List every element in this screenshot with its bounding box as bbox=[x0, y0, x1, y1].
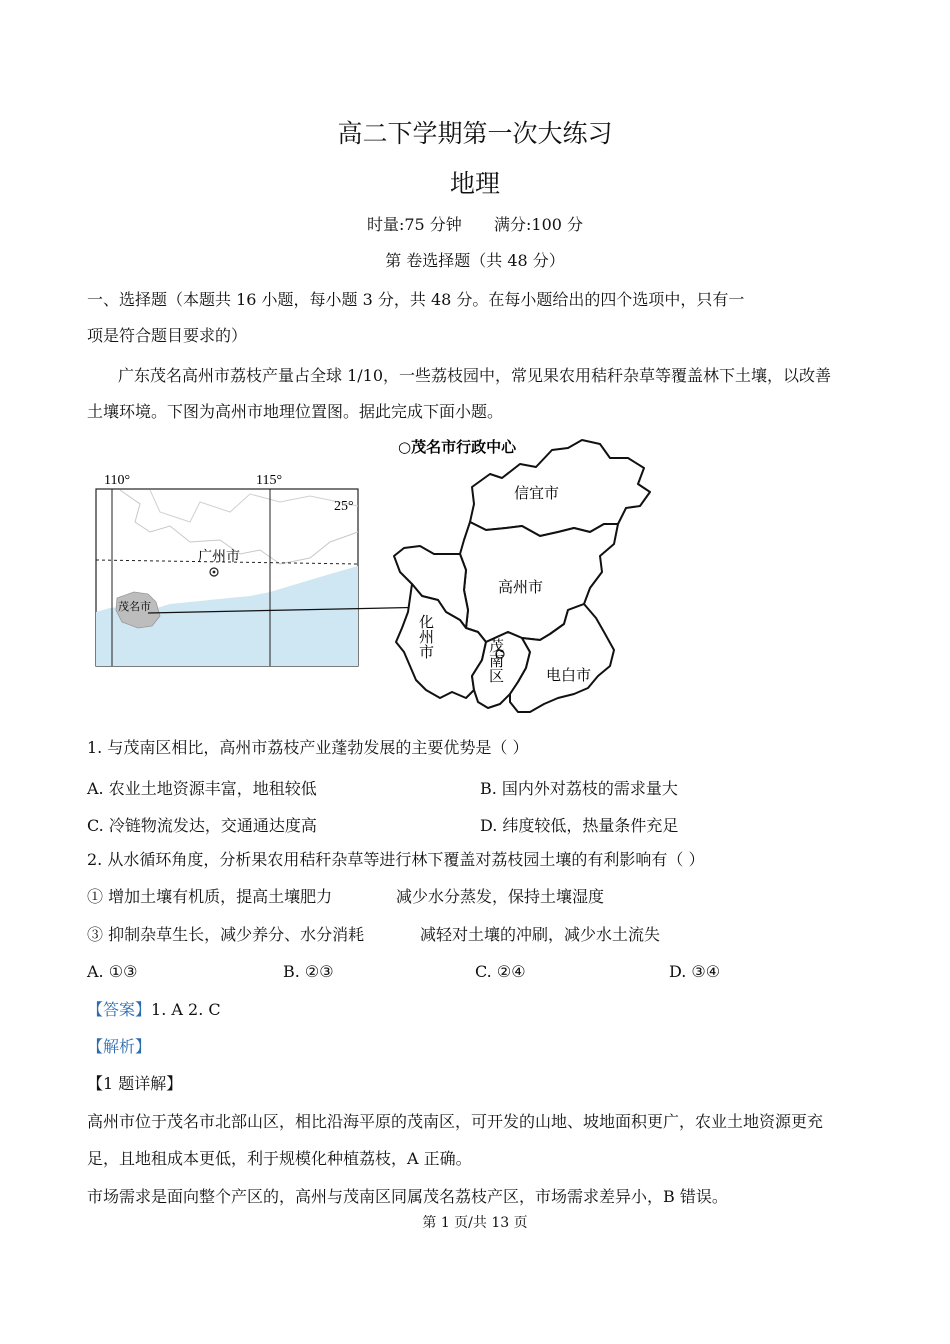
answer-line bbox=[87, 1000, 221, 1020]
location-map-figure bbox=[90, 432, 890, 722]
question-2-stem: 2. 从水循环角度，分析果农用秸秆杂草等进行林下覆盖对荔枝园土壤的有利影响有（ ） bbox=[87, 850, 705, 869]
subject-title: 地理 bbox=[449, 169, 500, 198]
xinyi-label: 信宜市 bbox=[514, 484, 560, 502]
maonan-label: 茂南区 bbox=[487, 638, 505, 683]
question-1-stem: 1. 与茂南区相比，高州市荔枝产业蓬勃发展的主要优势是（ ） bbox=[87, 738, 529, 757]
lon-115-label: 115° bbox=[256, 473, 283, 488]
section-title: 第 卷选择题（共 48 分） bbox=[385, 251, 565, 270]
lat-25-label: 25° bbox=[334, 499, 354, 514]
q2-option-c[interactable]: C. ②④ bbox=[475, 962, 526, 981]
q2-item-4: 减轻对土壤的冲刷，减少水土流失 bbox=[420, 925, 661, 944]
time-label: 时量:75 分钟 bbox=[366, 215, 462, 234]
analysis-p1-line-1: 高州市位于茂名市北部山区，相比沿海平原的茂南区，可开发的山地、坡地面积更广，农业土地资源更充 bbox=[87, 1112, 824, 1131]
q2-option-a[interactable]: A. ①③ bbox=[87, 962, 138, 981]
instructions-line-1: 一、选择题（本题共 16 小题，每小题 3 分，共 48 分。在每小题给出的四个选项中，只有一 bbox=[87, 290, 745, 309]
analysis-p2: 市场需求是面向整个产区的，高州与茂南区同属茂名荔枝产区，市场需求差异小，B 错误。 bbox=[87, 1187, 728, 1206]
lon-110-label: 110° bbox=[104, 473, 131, 488]
q2-item-2: 减少水分蒸发，保持土壤湿度 bbox=[396, 887, 605, 906]
q1-option-d[interactable]: D. 纬度较低，热量条件充足 bbox=[480, 816, 679, 835]
inset-map bbox=[96, 489, 358, 666]
q2-item-3: ③ 抑制杂草生长，减少养分、水分消耗 bbox=[87, 925, 365, 944]
q2-item-1: ① 增加土壤有机质，提高土壤肥力 bbox=[87, 887, 333, 906]
q2-option-d[interactable]: D. ③④ bbox=[669, 962, 721, 981]
guangzhou-label: 广州市 bbox=[198, 549, 240, 565]
page-footer: 第 1 页/共 13 页 bbox=[422, 1215, 528, 1231]
passage-line-2: 土壤环境。下图为高州市地理位置图。据此完成下面小题。 bbox=[87, 402, 504, 421]
q1-detail-label: 【1 题详解】 bbox=[87, 1074, 183, 1093]
analysis-p1-line-2: 足，且地租成本更低，利于规模化种植荔枝，A 正确。 bbox=[87, 1149, 472, 1168]
q1-option-c[interactable]: C. 冷链物流发达，交通通达度高 bbox=[87, 816, 317, 835]
exam-meta bbox=[0, 212, 950, 235]
q1-option-a[interactable]: A. 农业土地资源丰富，地租较低 bbox=[87, 779, 317, 798]
passage-line-1: 广东茂名高州市荔枝产量占全球 1/10，一些荔枝园中，常见果农用秸秆杂草等覆盖林下土壤，以改善 bbox=[118, 366, 832, 385]
instructions-line-2: 项是符合题目要求的） bbox=[87, 326, 248, 345]
q2-option-b[interactable]: B. ②③ bbox=[283, 962, 334, 981]
map-legend: ○茂名市行政中心 bbox=[398, 438, 517, 456]
q1-option-b[interactable]: B. 国内外对荔枝的需求量大 bbox=[480, 779, 678, 798]
answer-text: 1. A 2. C bbox=[151, 1000, 221, 1019]
answer-label: 【答案】 bbox=[87, 1000, 152, 1019]
gaozhou-label: 高州市 bbox=[498, 578, 544, 596]
huazhou-label: 化州市 bbox=[417, 614, 435, 659]
page-title: 高二下学期第一次大练习 bbox=[337, 119, 613, 148]
maoming-label: 茂名市 bbox=[118, 600, 151, 613]
dianbai-label: 电白市 bbox=[546, 666, 592, 684]
analysis-label: 【解析】 bbox=[87, 1037, 152, 1056]
score-label: 满分:100 分 bbox=[494, 215, 584, 234]
